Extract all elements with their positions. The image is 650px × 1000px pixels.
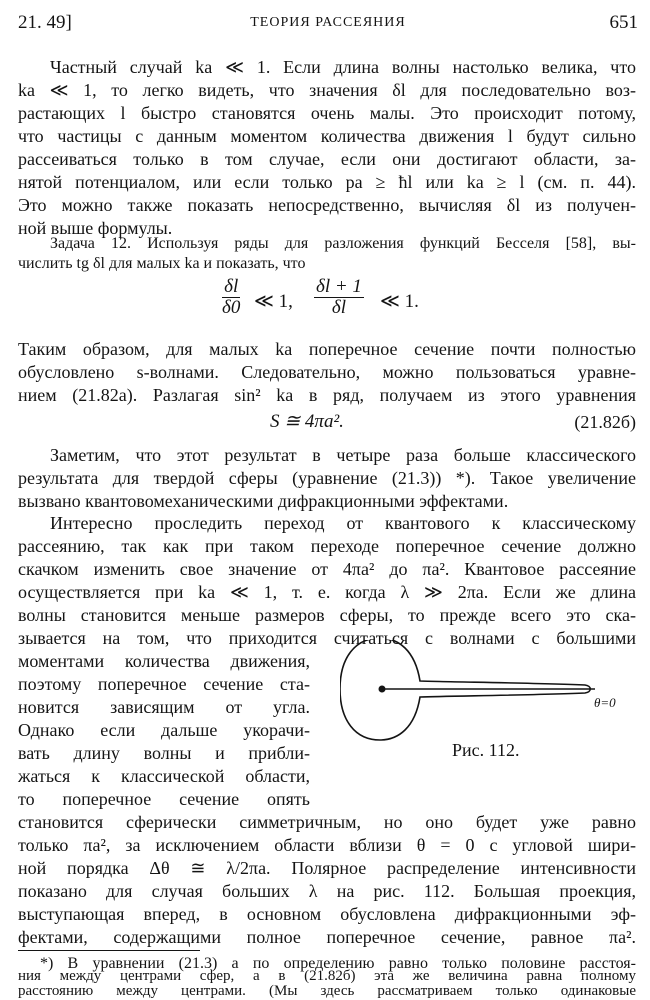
fraction-1-denominator: δ0: [222, 297, 241, 318]
relation-1: ≪ 1,: [254, 291, 293, 312]
equation-number: (21.82б): [574, 412, 636, 432]
footnote-line-2: ния между центрами сфер, а в (21.82б) эта же величина равна полному: [18, 968, 636, 984]
para2-line-3: нием (21.82а). Разлагая sin² ka в ряд, получаем из этого уравнения: [18, 385, 636, 405]
para4-after-line-5: выступающая вперед, в основном обусловлена дифракционными эф-: [18, 904, 636, 924]
para3-line-3: вызвано квантовомеханическими дифракционными эффектами.: [18, 491, 509, 511]
fraction-1-numerator: δl: [222, 277, 240, 298]
page-number: 651: [609, 12, 638, 33]
theta-zero-label: θ=0: [594, 695, 616, 710]
para1-line-6: нятой потенциалом, или если только pa ≥ ħl или ka ≥ l (см. п. 44).: [18, 172, 636, 192]
para1-line-1: Частный случай ka ≪ 1. Если длина волны настолько велика, что: [50, 57, 636, 77]
para1-line-5: рассеиваться только в том случае, если они достигают области, за-: [18, 149, 636, 169]
para4-after-line-6: фектами, содержащими полное поперечное сечение, равное πa².: [18, 927, 636, 947]
para4-line-3: скачком изменить свое значение от 4πa² до πa². Квантовое рассеяние: [18, 559, 636, 579]
para4-line-2: рассеянию, так как при таком переходе поперечное сечение должно: [18, 536, 636, 556]
para1-line-8: ной выше формулы.: [18, 218, 173, 238]
para3-line-1: Заметим, что этот результат в четыре раза больше классического: [50, 445, 636, 465]
para4-narrow-line-4: Однако если дальше укорачи-: [18, 720, 310, 740]
para2-line-1: Таким образом, для малых ka поперечное сечение почти полностью: [18, 339, 636, 359]
para4-narrow-line-2: поэтому поперечное сечение ста-: [18, 674, 310, 694]
para4-after-line-4: показано для случая больших λ на рис. 112. Большая проекция,: [18, 881, 636, 901]
fraction-2-denominator: δl: [331, 297, 347, 318]
problem-line-1: Задача 12. Используя ряды для разложения функций Бесселя [58], вы-: [50, 235, 636, 252]
page-header: [18, 12, 638, 36]
relation-2: ≪ 1.: [380, 291, 419, 312]
figure-caption: Рис. 112.: [452, 740, 520, 760]
para1-line-3: растающих l быстро становятся очень малы. Это происходит потому,: [18, 103, 636, 123]
fraction-1: [222, 277, 240, 318]
para4-narrow-line-1: моментами количества движения,: [18, 651, 310, 671]
para3-line-2: результата для твердой сферы (уравнение (21.3)) *). Такое увеличение: [18, 468, 636, 488]
para4-line-6: зывается на том, что приходится считаться с волнами с большими: [18, 628, 636, 648]
para4-line-5: волны становится меньше размеров сферы, то прежде всего это ска-: [18, 605, 636, 625]
para4-narrow-line-5: вать длину волны и прибли-: [18, 743, 310, 763]
para4-line-1: Интересно проследить переход от квантового к классическому: [50, 513, 636, 533]
running-title: ТЕОРИЯ РАССЕЯНИЯ: [250, 15, 406, 30]
footnote-line-1: *) В уравнении (21.3) a по определению равно только половине расстоя-: [40, 955, 636, 972]
para4-narrow-line-6: жаться к классической области,: [18, 766, 310, 786]
para1-line-7: Это можно также показать непосредственно, вычисляя δl из получен-: [18, 195, 636, 215]
para4-after-line-3: ной порядка Δθ ≅ λ/2πa. Полярное распределение интенсивности: [18, 858, 636, 878]
para4-line-4: осуществляется при ka ≪ 1, т. е. когда λ ≫ 2πa. Если же длина: [18, 582, 636, 602]
problem-equation: [222, 277, 452, 327]
fraction-2-numerator: δl + 1: [316, 276, 362, 297]
footnote-rule: [18, 950, 200, 951]
para4-narrow-line-3: новится зависящим от угла.: [18, 697, 310, 717]
polar-intensity-curve: [340, 640, 590, 740]
para2-line-2: обусловлено s-волнами. Следовательно, можно пользоваться уравне-: [18, 362, 636, 382]
para4-after-line-2: только πa², за исключением области вблизи θ = 0 с угловой шири-: [18, 835, 636, 855]
fraction-2: [314, 277, 364, 318]
para1-line-2: ka ≪ 1, то легко видеть, что значения δl для последовательно воз-: [18, 80, 636, 100]
footnote-line-3: расстоянию между центрами. (Мы здесь рассматриваем только одинаковые: [18, 983, 636, 999]
para4-after-line-1: становится сферически симметричным, но оно будет уже равно: [18, 812, 636, 832]
para1-line-4: что частицы с данным моментом количества движения l будут сильно: [18, 126, 636, 146]
problem-line-2: числить tg δl для малых ka и показать, что: [18, 255, 306, 272]
paragraph-ref: 21. 49]: [18, 12, 72, 33]
para4-narrow-line-7: то поперечное сечение опять: [18, 789, 310, 809]
cross-section-equation: S ≅ 4πa².: [270, 411, 344, 432]
